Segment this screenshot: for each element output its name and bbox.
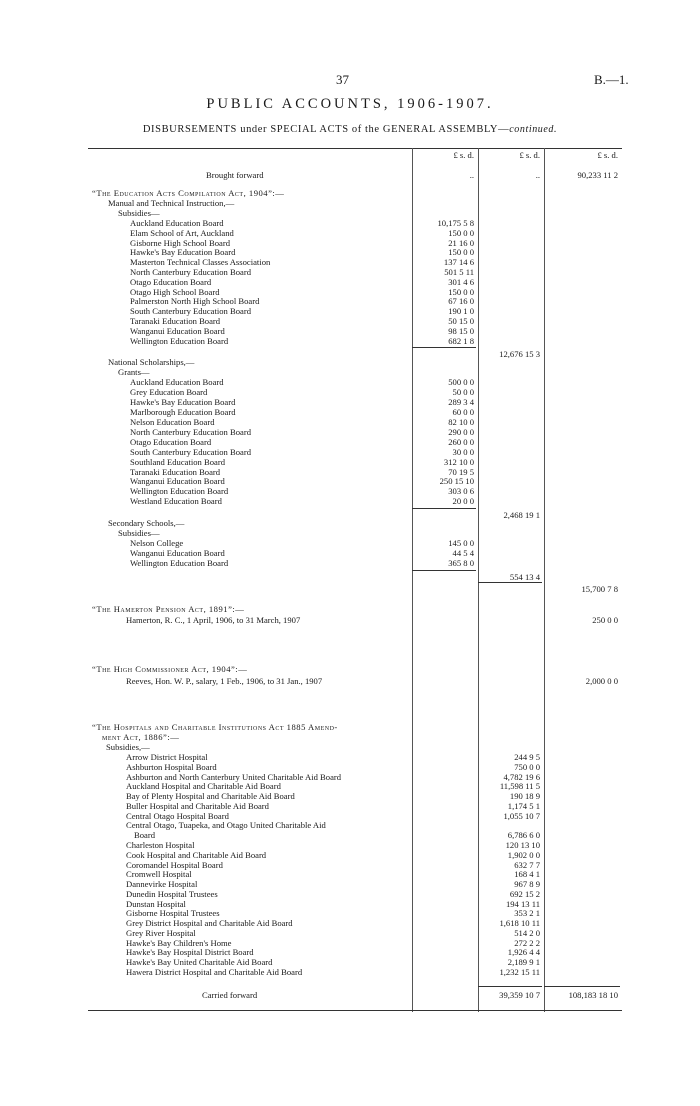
subsidy-item-label: Wanganui Education Board: [130, 325, 225, 336]
hospital-item-amount: 194 13 11: [505, 898, 540, 909]
subsidy-item-label: North Canterbury Education Board: [130, 267, 251, 277]
hospital-item-amount: 6,786 6 0: [507, 830, 540, 841]
grant-item-label: Auckland Education Board: [130, 377, 224, 388]
secondary-item-amount: 365 8 0: [448, 558, 474, 569]
accounts-table: [88, 148, 622, 1012]
total-rule: [478, 986, 542, 987]
grant-item-amount: 290 0 0: [448, 426, 474, 437]
grant-item-label: South Canterbury Education Board: [130, 446, 252, 457]
grant-item-label: Taranaki Education Board: [130, 466, 221, 477]
hospital-item-label: Hawera District Hospital and Charitable Aid Board: [126, 966, 303, 977]
secondary-total: 554 13 4: [509, 572, 540, 583]
hospital-item-label: Charleston Hospital: [126, 840, 195, 850]
grant-item-amount: 70 19 5: [448, 466, 474, 477]
hospital-item-label: Gisborne Hospital Trustees: [126, 908, 220, 919]
grants-heading: Grants—: [118, 367, 150, 378]
subsidy-item-label: Masterton Technical Classes Association: [130, 257, 271, 268]
total-rule: [412, 347, 476, 348]
secondary-item-label: Wanganui Education Board: [130, 548, 225, 559]
subsidy-item-amount: 150 0 0: [448, 286, 474, 297]
column-header-1: £ s. d.: [453, 150, 474, 160]
grant-item-amount: 500 0 0: [448, 377, 474, 388]
column-divider-1: [412, 148, 413, 1012]
table-bottom-rule: [88, 1010, 622, 1011]
subsidy-item-label: Otago Education Board: [130, 276, 212, 287]
table-top-rule: [88, 148, 622, 149]
scholarships-heading: National Scholarships,—: [108, 357, 195, 368]
brought-forward-col1: ..: [469, 170, 474, 180]
hospital-item-label: Arrow District Hospital: [126, 752, 208, 762]
total-rule: [412, 508, 476, 509]
hospital-item-amount: 4,782 19 6: [503, 771, 540, 782]
grant-item-amount: 260 0 0: [448, 436, 474, 447]
hospital-item-amount: 750 0 0: [514, 761, 540, 772]
subsidy-item-amount: 190 1 0: [448, 306, 474, 317]
hospital-item-amount: 692 15 2: [509, 888, 540, 899]
page-title: PUBLIC ACCOUNTS, 1906-1907.: [206, 96, 494, 112]
column-header-2: £ s. d.: [519, 150, 540, 160]
grant-item-amount: 303 0 6: [448, 486, 474, 497]
subsidy-item-amount: 21 16 0: [448, 237, 474, 248]
manual-technical-heading: Manual and Technical Instruction,—: [108, 198, 235, 208]
hospital-item-label: Bay of Plenty Hospital and Charitable Aid Board: [126, 791, 295, 801]
manual-technical-total: 12,676 15 3: [499, 349, 540, 360]
total-rule: [544, 986, 620, 987]
grant-item-amount: 20 0 0: [452, 496, 474, 507]
hospital-item-amount: 1,232 15 11: [499, 966, 540, 977]
grant-item-amount: 312 10 0: [443, 456, 474, 467]
secondary-item-amount: 44 5 4: [452, 548, 474, 559]
hospital-item-label: Central Otago Hospital Board: [126, 810, 229, 821]
grant-item-label: Marlborough Education Board: [130, 407, 236, 418]
hospital-item-amount: 967 8 9: [514, 879, 540, 889]
secondary-item-amount: 145 0 0: [448, 538, 474, 549]
column-divider-2: [478, 148, 479, 1012]
subsidy-item-label: Gisborne High School Board: [130, 237, 231, 248]
hospital-item-amount: 1,902 0 0: [507, 849, 540, 860]
hospital-item-label: Grey District Hospital and Charitable Aid Board: [126, 918, 293, 928]
document-reference: B.—1.: [594, 72, 629, 87]
hospital-item-label-cont: Board: [134, 830, 156, 841]
grant-item-label: Grey Education Board: [130, 387, 208, 398]
grant-item-amount: 82 10 0: [448, 417, 474, 427]
high-commissioner-line: Reeves, Hon. W. P., salary, 1 Feb., 1906, to 31 Jan., 1907: [126, 676, 323, 686]
subsidy-item-amount: 150 0 0: [448, 247, 474, 258]
hospital-item-label: Ashburton and North Canterbury United Charitable Aid Board: [126, 771, 342, 782]
grant-item-label: Otago Education Board: [130, 436, 212, 447]
hospital-item-label: Hawke's Bay Children's Home: [126, 937, 232, 948]
subsidy-item-label: South Canterbury Education Board: [130, 306, 252, 317]
hospital-item-label: Buller Hospital and Charitable Aid Board: [126, 800, 269, 811]
education-act-heading: “The Education Acts Compilation Act, 1904”:—: [92, 188, 285, 198]
hospital-item-label: Hawke's Bay United Charitable Aid Board: [126, 957, 273, 967]
hospital-item-amount: 2,189 9 1: [507, 957, 540, 967]
hospital-item-amount: 1,174 5 1: [507, 800, 540, 811]
grant-item-amount: 50 0 0: [452, 387, 474, 398]
subsidies-heading: Subsidies—: [118, 208, 160, 218]
education-act-total: 15,700 7 8: [581, 584, 618, 595]
subsidy-item-label: Wellington Education Board: [130, 335, 229, 346]
hospital-item-label: Auckland Hospital and Charitable Aid Board: [126, 781, 281, 792]
hospitals-subsidies-heading: Subsidies,—: [106, 742, 150, 752]
hospital-item-label: Ashburton Hospital Board: [126, 761, 217, 772]
subsidy-item-label: Auckland Education Board: [130, 218, 224, 228]
hospitals-heading-cont: ment Act, 1886”:—: [102, 732, 180, 742]
grant-item-label: Southland Education Board: [130, 456, 225, 467]
grant-item-label: Wanganui Education Board: [130, 476, 225, 487]
page-subtitle: [0, 124, 700, 135]
grant-item-amount: 289 3 4: [448, 397, 474, 408]
hospital-item-amount: 514 2 0: [514, 927, 540, 938]
hamerton-amount: 250 0 0: [592, 615, 618, 625]
hospital-item-label: Dannevirke Hospital: [126, 879, 198, 889]
hospital-item-label: Cromwell Hospital: [126, 869, 192, 880]
secondary-item-label: Nelson College: [130, 538, 184, 549]
high-commissioner-amount: 2,000 0 0: [585, 676, 618, 686]
grant-item-label: North Canterbury Education Board: [130, 426, 251, 437]
hamerton-line: Hamerton, R. C., 1 April, 1906, to 31 March, 1907: [126, 615, 301, 625]
page-number: 37: [336, 72, 349, 87]
subsidy-item-amount: 501 5 11: [444, 267, 474, 277]
hospital-item-amount: 632 7 7: [514, 859, 540, 870]
carried-forward-col2: 39,359 10 7: [499, 990, 540, 1000]
hospital-item-amount: 1,618 10 11: [499, 918, 540, 928]
subsidy-item-amount: 98 15 0: [448, 325, 474, 336]
secondary-subsidies-heading: Subsidies—: [118, 528, 160, 539]
total-rule: [412, 570, 476, 571]
hospital-item-amount: 11,598 11 5: [499, 781, 540, 792]
hospital-item-label: Grey River Hospital: [126, 927, 196, 938]
subsidy-item-label: Hawke's Bay Education Board: [130, 247, 236, 258]
grant-item-label: Hawke's Bay Education Board: [130, 397, 236, 408]
secondary-item-label: Wellington Education Board: [130, 558, 229, 569]
subsidy-item-amount: 150 0 0: [448, 227, 474, 238]
grant-item-amount: 250 15 10: [439, 476, 474, 487]
brought-forward-label: Brought forward: [206, 170, 264, 180]
subsidy-item-label: Elam School of Art, Auckland: [130, 227, 234, 238]
brought-forward-col2: ..: [535, 170, 540, 180]
hospital-item-amount: 1,055 10 7: [503, 810, 540, 821]
hospital-item-label: Dunstan Hospital: [126, 898, 186, 909]
hospital-item-amount: 1,926 4 4: [507, 947, 540, 958]
hospital-item-amount: 168 4 1: [514, 869, 540, 880]
subsidy-item-label: Taranaki Education Board: [130, 316, 221, 326]
hospital-item-label: Central Otago, Tuapeka, and Otago United Charitable Aid: [126, 820, 326, 831]
subtitle-main: DISBURSEMENTS under SPECIAL ACTS of the GENERAL ASSEMBLY—: [142, 124, 510, 135]
grant-item-label: Westland Education Board: [130, 496, 222, 507]
hospitals-heading: “The Hospitals and Charitable Institutions Act 1885 Amend-: [92, 722, 338, 732]
grant-item-label: Nelson Education Board: [130, 417, 215, 427]
hospital-item-label: Hawke's Bay Hospital District Board: [126, 947, 254, 958]
grant-item-amount: 60 0 0: [452, 407, 474, 418]
subsidy-item-amount: 50 15 0: [448, 316, 474, 326]
carried-forward-label: Carried forward: [202, 990, 258, 1000]
hospital-item-amount: 190 18 9: [509, 791, 540, 801]
subsidy-item-amount: 67 16 0: [448, 296, 474, 307]
carried-forward-col3: 108,183 18 10: [568, 990, 618, 1000]
grant-item-amount: 30 0 0: [452, 446, 474, 457]
column-header-3: £ s. d.: [597, 150, 618, 160]
subsidy-item-amount: 10,175 5 8: [437, 218, 474, 228]
total-rule: [478, 582, 542, 583]
brought-forward-col3: 90,233 11 2: [577, 170, 618, 180]
column-divider-3: [544, 148, 545, 1012]
hamerton-heading: “The Hamerton Pension Act, 1891”:—: [92, 604, 245, 614]
high-commissioner-heading: “The High Commissioner Act, 1904”:—: [92, 664, 248, 674]
subtitle-continued: continued.: [509, 124, 558, 135]
hospital-item-amount: 244 9 5: [514, 752, 540, 762]
subsidy-item-amount: 137 14 6: [443, 257, 474, 268]
secondary-schools-heading: Secondary Schools,—: [108, 518, 185, 529]
subsidy-item-label: Palmerston North High School Board: [130, 296, 260, 307]
subsidy-item-amount: 301 4 6: [448, 276, 474, 287]
hospital-item-amount: 353 2 1: [514, 908, 540, 919]
hospital-item-amount: 272 2 2: [514, 937, 540, 948]
subsidy-item-amount: 682 1 8: [448, 335, 474, 346]
hospital-item-label: Cook Hospital and Charitable Aid Board: [126, 849, 267, 860]
hospital-item-label: Coromandel Hospital Board: [126, 859, 223, 870]
hospital-item-amount: 120 13 10: [505, 840, 540, 850]
subsidy-item-label: Otago High School Board: [130, 286, 220, 297]
grant-item-label: Wellington Education Board: [130, 486, 229, 497]
hospital-item-label: Dunedin Hospital Trustees: [126, 888, 218, 899]
grants-total: 2,468 19 1: [503, 510, 540, 521]
